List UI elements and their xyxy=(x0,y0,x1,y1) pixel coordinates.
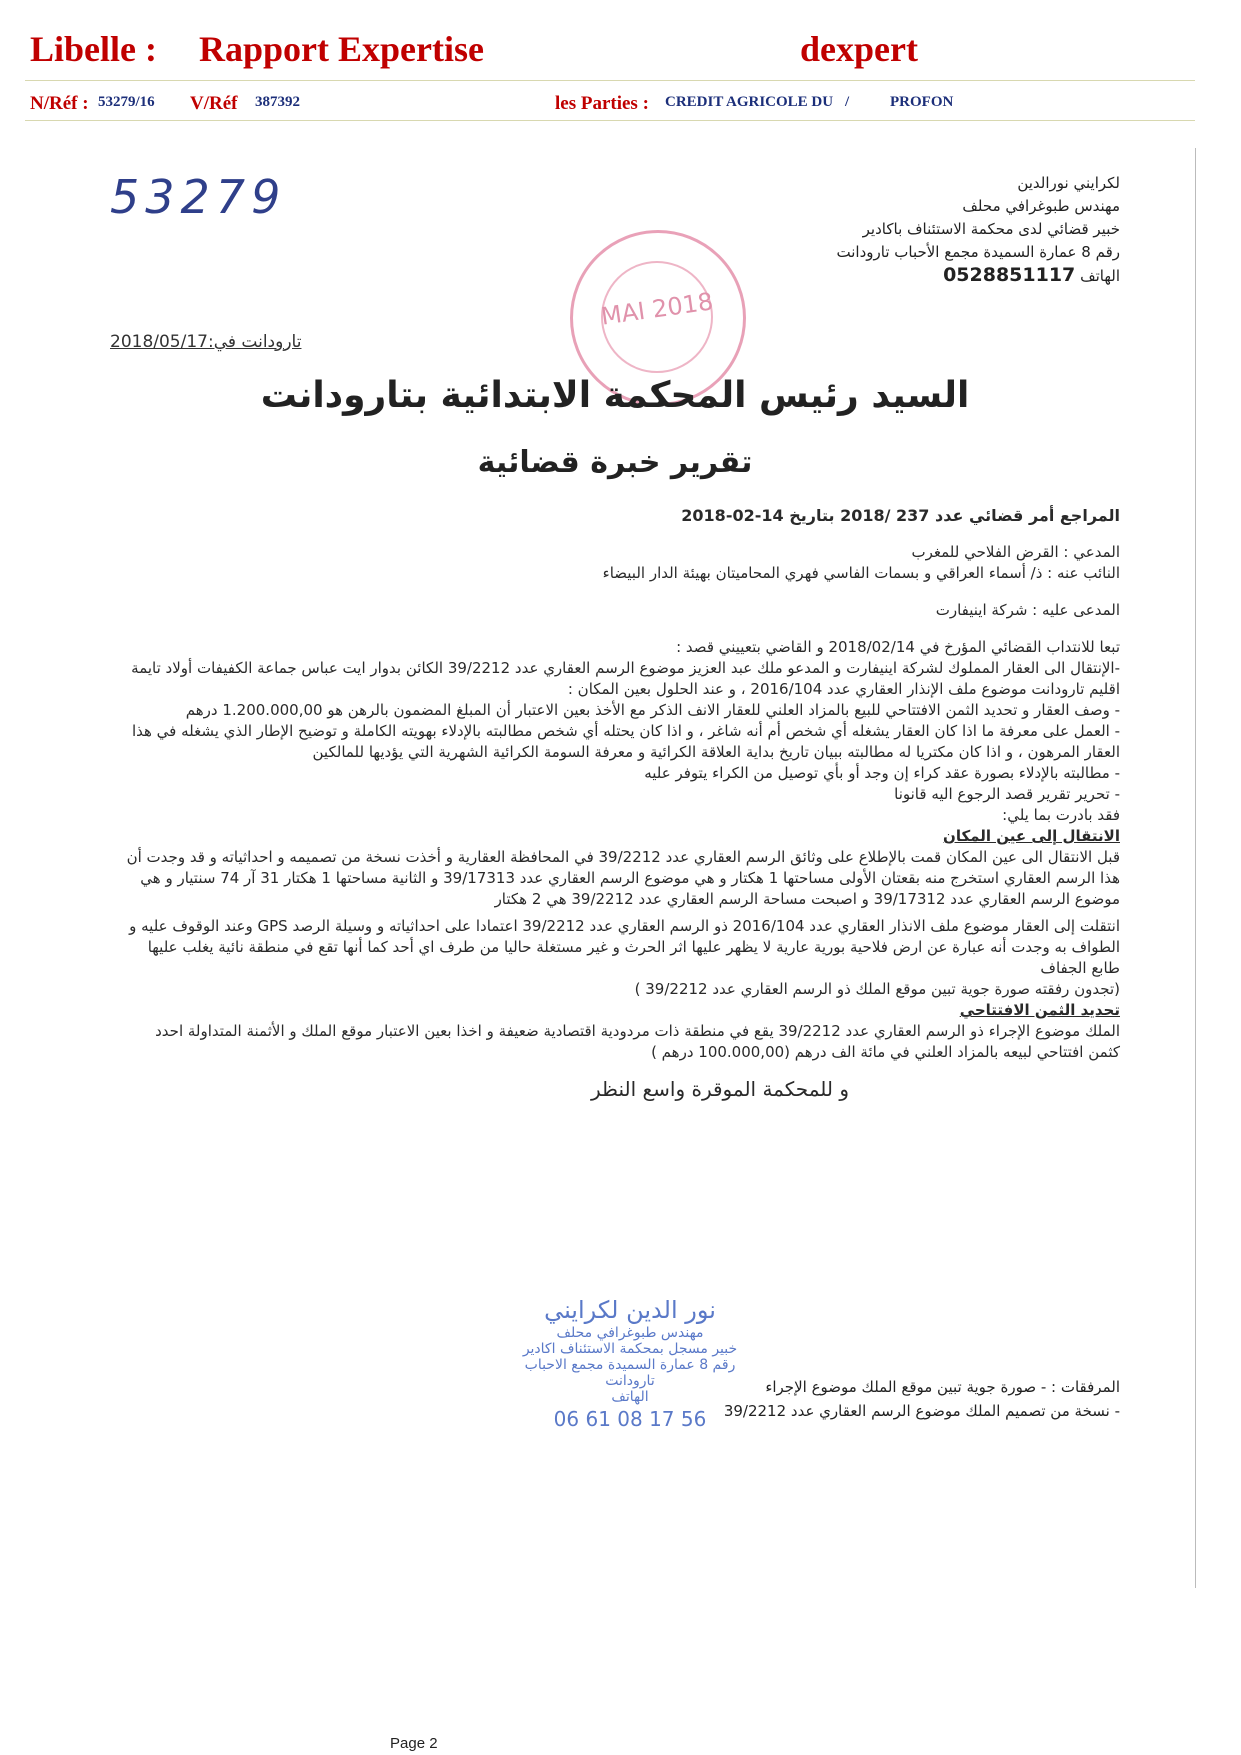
mission-paragraph: فقد بادرت بما يلي: xyxy=(1002,806,1120,824)
mission-paragraph: - العمل على معرفة ما اذا كان العقار يشغله أي شخص أم أنه شاغر ، و اذا كان يحتله أي شخص مطالبته بالإدلاء بهويته الكاملة و توضيح الإطار الذي يشغله في هذا العقار المرهون ، و اذا كان مكتريا له مطالبته ببيان تاريخ بداية العلاقة الكرائية و معرفة السومة الكرائية الشهرية التي يؤديها للمالكين xyxy=(131,722,1120,761)
section-heading-pricing: تحديد الثمن الافتتاحي xyxy=(959,1001,1120,1019)
signature-role: خبير مسجل بمحكمة الاستئناف اكادير xyxy=(522,1341,738,1357)
section-heading-site-visit: الانتقال إلى عين المكان xyxy=(943,827,1120,845)
attachments xyxy=(420,1375,1120,1423)
libelle-title xyxy=(30,28,484,70)
scan-edge xyxy=(1195,148,1196,1588)
mission-paragraph: - وصف العقار و تحديد الثمن الافتتاحي للبيع بالمزاد العلني للعقار الانف الذكر مع الأخذ بعين الاعتبار أن المبلغ المضمون بالرهن هو 1.200.000,00 درهم xyxy=(185,701,1120,719)
signature-title: مهندس طبوغرافي محلف xyxy=(556,1325,704,1341)
attachment-text: - صورة جوية تبين موقع الملك موضوع الإجراء xyxy=(765,1378,1047,1396)
reference-divider xyxy=(25,120,1195,121)
report-type: dexpert xyxy=(800,29,918,69)
expert-phone-line xyxy=(740,264,1120,288)
signature-phone: 06 61 08 17 56 xyxy=(553,1407,707,1431)
parties-value: CREDIT AGRICOLE DU xyxy=(665,94,834,110)
libelle-label: Libelle : xyxy=(30,29,157,69)
expert-title: مهندس طبوغرافي محلف xyxy=(962,197,1120,215)
expert-name: لكرايني نورالدين xyxy=(1017,174,1120,192)
references-line: المراجع أمر قضائي عدد 237 /2018 بتاريخ 14-02-2018 xyxy=(681,506,1120,525)
expert-address: رقم 8 عمارة السميدة مجمع الأحباب تارودانت xyxy=(836,243,1120,261)
header-divider xyxy=(25,80,1195,81)
reference-row xyxy=(30,93,1200,119)
parties-label: les Parties : xyxy=(555,93,649,114)
vref-label: V/Réf xyxy=(190,93,238,114)
pricing-paragraph: الملك موضوع الإجراء ذو الرسم العقاري عدد 39/2212 يقع في منطقة ذات مردودية اقتصادية ضعيفة و اخذا بعين الاعتبار موقع الملك و الأثمنة المتداولة احدد كثمن افتتاحي لبيعه بالمزاد العلني في مائة الف درهم (100.000,00 درهم ) xyxy=(155,1022,1120,1061)
expert-phone-label: الهاتف xyxy=(1080,267,1120,285)
site-visit-paragraph: قبل الانتقال الى عين المكان قمت بالإطلاع على وثائق الرسم العقاري عدد 39/2212 في المحافظة العقارية و أخذت نسخة من تصميمه و احداثياته و قد وجدت أن هذا الرسم العقاري استخرج منه بقعتان الأولى مساحتها 1 هكتار و هي موضوع الرسم العقاري عدد 39/17313 و الثانية مساحتها 1 هكتار 31 آر 74 سنتيار و هي موضوع الرسم العقاري عدد 39/17312 و اصبحت مساحة الرسم العقاري عدد 39/2212 هي 2 هكتار xyxy=(126,848,1120,908)
expert-letterhead xyxy=(740,172,1120,288)
attachments-label: المرفقات : xyxy=(1051,1378,1120,1396)
report-heading: تقرير خبرة قضائية xyxy=(477,445,753,480)
scanned-letter xyxy=(110,150,1120,1440)
defendant-line: المدعى عليه : شركة اينيفارت xyxy=(935,601,1120,619)
site-visit-paragraph: انتقلت إلى العقار موضوع ملف الانذار العقاري عدد 2016/104 ذو الرسم العقاري عدد 39/2212 اعتمادا على احداثياته و وسيلة الرصد GPS وعند الوقوف عليه و الطواف به وجدت أنه عبارة عن ارض فلاحية بورية عارية لا يظهر عليها اثر الحرث و غير مستغلة حاليا من طرف اي أحد كما أنها تقع في منطقة نائية يغلب عليها طابع الجفاف xyxy=(129,917,1120,977)
expert-phone: 0528851117 xyxy=(943,264,1076,286)
mission-paragraph: -الإنتقال الى العقار المملوك لشركة اينيفارت و المدعو ملك عبد العزيز موضوع الرسم العقاري عدد 39/2212 الكائن بدوار ايت عباس جماعة الكفيفات أولاد تايمة اقليم تارودانت موضوع ملف الإنذار العقاري عدد 2016/104 ، و عند الحلول بعين المكان : xyxy=(131,659,1120,698)
mission-paragraph: - تحرير تقرير قصد الرجوع اليه قانونا xyxy=(894,785,1120,803)
plaintiff-rep-line: النائب عنه : ذ/ أسماء العراقي و بسمات الفاسي فهري المحاميتان بهيئة الدار البيضاء xyxy=(602,564,1120,582)
mission-paragraph: - مطالبته بالإدلاء بصورة عقد كراء إن وجد أو بأي توصيل من الكراء يتوفر عليه xyxy=(644,764,1120,782)
signature-address: رقم 8 عمارة السميدة مجمع الاحباب تارودانت xyxy=(524,1357,736,1389)
expert-role: خبير قضائي لدى محكمة الاستئناف باكادير xyxy=(862,220,1120,238)
signature-name: نور الدين لكرايني xyxy=(544,1296,716,1324)
site-visit-paragraph: (تجدون رفقته صورة جوية تبين موقع الملك ذو الرسم العقاري عدد 39/2212 ) xyxy=(634,980,1120,998)
nref-label: N/Réf : xyxy=(30,93,89,114)
addressee-title: السيد رئيس المحكمة الابتدائية بتارودانت xyxy=(260,375,970,416)
attachment-item: - نسخة من تصميم الملك موضوع الرسم العقاري عدد 39/2212 xyxy=(723,1402,1120,1420)
attachment-item xyxy=(420,1375,1120,1399)
handwritten-number: 53279 xyxy=(110,170,287,224)
report-title: Rapport Expertise xyxy=(199,29,484,69)
nref-value: 53279/16 xyxy=(98,94,155,110)
page-number: Page 2 xyxy=(390,1735,438,1752)
signature-phone-label: الهاتف xyxy=(611,1389,649,1405)
letter-body xyxy=(120,505,1120,1100)
vref-value: 387392 xyxy=(255,94,300,110)
stamp-date: MAI 2018 xyxy=(599,287,715,331)
mission-paragraph: تبعا للانتداب القضائي المؤرخ في 2018/02/14 و القاضي بتعييني قصد : xyxy=(676,638,1120,656)
parties-value-2: PROFON xyxy=(890,94,954,110)
plaintiff-line: المدعي : القرض الفلاحي للمغرب xyxy=(911,543,1120,561)
parties-separator: / xyxy=(845,94,850,110)
letter-date: تارودانت في:2018/05/17 xyxy=(110,332,302,352)
closing-line: و للمحكمة الموقرة واسع النظر xyxy=(591,1077,849,1101)
